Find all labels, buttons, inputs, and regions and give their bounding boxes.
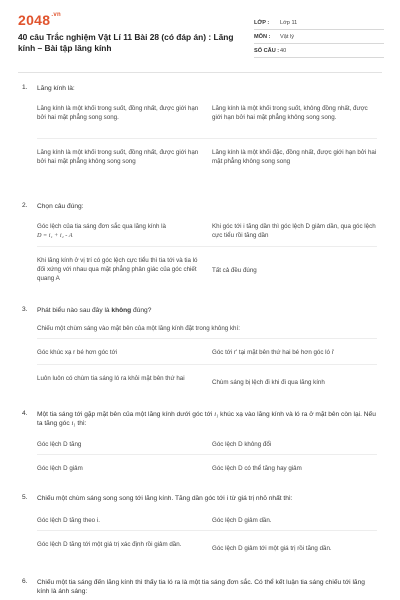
logo-suffix: .vn [51,12,61,18]
logo-text: 2048 [18,12,51,28]
meta-label: SỐ CÂU : [254,47,280,54]
option-a-text: Góc lệch của tia sáng đơn sắc qua lăng kính là [37,223,166,230]
meta-row-count [254,44,384,58]
option-divider [37,338,377,339]
question-number: 1. [22,84,28,91]
question-text-emphasis: không [111,307,132,314]
option-d[interactable]: Lăng kính là một khối đặc, đồng nhất, được giới hạn bởi hai mặt phẳng không song song [212,149,377,165]
option-a[interactable]: Góc khúc xạ r bé hơn góc tới [37,349,117,356]
meta-row-class [254,16,384,30]
page-title: 40 câu Trắc nghiệm Vật Lí 11 Bài 28 (có đáp án) : Lăng kính – Bài tập lăng kính [18,32,234,53]
option-c[interactable]: Góc lệch D tăng tới một giá trị xác định rồi giảm dần. [37,541,182,548]
option-divider [37,364,377,365]
question-text-c: thì: [75,420,87,427]
question-text: Chiếu một chùm sáng song song tới lăng kính. Tăng dần góc tới i từ giá trị nhỏ nhất thì: [37,495,293,502]
incidence-angle-symbol: i₁ [71,420,76,427]
question-2 [22,202,382,298]
question-5 [22,494,382,576]
question-4 [22,410,382,496]
question-text [37,306,377,315]
option-d[interactable]: Chùm sáng bị lệch đi khi đi qua lăng kính [212,379,325,386]
option-d[interactable]: Góc lệch D giảm tới một giá trị rồi tăng dần. [212,545,332,552]
option-d[interactable]: Góc lệch D có thể tăng hay giảm [212,465,302,472]
question-number: 5. [22,494,28,501]
option-divider [37,246,377,247]
option-c[interactable]: Lăng kính là một khối trong suốt, đồng nhất, được giới hạn bởi hai mặt phẳng không song song [37,149,199,165]
header-divider [18,72,382,73]
option-b[interactable]: Góc tới r' tại mặt bên thứ hai bé hơn góc ló i' [212,349,335,356]
question-number: 2. [22,202,28,209]
question-text: Chiếu một tia sáng đến lăng kính thì thấy tia ló ra là một tia sáng đơn sắc. Có thể kết luận tia sáng chiếu tới lăng kính là ánh sáng: [37,579,365,595]
option-b[interactable]: Góc lệch D không đổi [212,441,272,448]
meta-label: MÔN : [254,33,271,40]
question-3 [22,306,382,416]
question-number: 6. [22,578,28,585]
question-6 [22,578,382,600]
option-divider [37,138,377,139]
question-text-b: khúc xạ vào lăng kính và ló ra ở mặt bên còn lại. Nếu ta tăng góc [37,411,376,427]
option-c[interactable]: Luôn luôn có chùm tia sáng ló ra khỏi mặt bên thứ hai [37,375,185,382]
option-divider [37,454,377,455]
option-c[interactable]: Góc lệch D giảm [37,465,83,472]
option-b[interactable]: Góc lệch D giảm dần. [212,517,272,524]
option-a[interactable]: Góc lệch D tăng theo i. [37,517,100,524]
question-text-a: Một tia sáng tới gặp mặt bên của một lăng kính dưới góc tới [37,411,215,418]
option-a[interactable]: Lăng kính là một khối trong suốt, đồng nhất, được giới hạn bởi hai mặt phẳng song song. [37,105,199,121]
option-a[interactable] [37,222,207,240]
meta-value: Vật lý [280,33,294,40]
meta-row-subject [254,30,384,44]
incidence-angle-symbol: i₁ [214,411,219,418]
meta-value: 40 [280,47,287,54]
question-text [37,410,377,428]
question-number: 3. [22,306,28,313]
meta-value: Lớp 11 [280,19,298,26]
formula: D = i₁ + i₂ - A [37,232,73,239]
option-d[interactable]: Tất cả đều đúng [212,267,257,274]
page-header [18,10,384,68]
option-a[interactable]: Góc lệch D tăng [37,441,82,448]
option-divider [37,530,377,531]
question-text-pre: Phát biểu nào sau đây là [37,307,112,314]
question-text: Chọn câu đúng: [37,203,84,210]
question-1 [22,84,382,174]
question-text-post: đúng? [131,307,152,314]
option-c[interactable]: Khi lăng kính ở vị trí có góc lệch cực tiểu thì tia tới và tia ló đối xứng với nhau qua mặt phẳng phân giác của góc chiết quang A [37,257,198,282]
question-number: 4. [22,410,28,417]
option-b[interactable]: Lăng kính là một khối trong suốt, không đồng nhất, được giới hạn bởi hai mặt phẳng không song song. [212,105,368,121]
site-logo[interactable] [18,12,61,28]
meta-table [254,16,384,58]
question-text: Lăng kính là: [37,85,75,92]
meta-label: LỚP : [254,19,270,26]
option-b[interactable]: Khi góc tới i tăng dần thì góc lệch D giảm dần, qua góc lệch cực tiểu rồi tăng dần [212,223,376,239]
question-stem: Chiếu một chùm sáng vào mặt bên của một lăng kính đặt trong không khí: [37,325,240,332]
